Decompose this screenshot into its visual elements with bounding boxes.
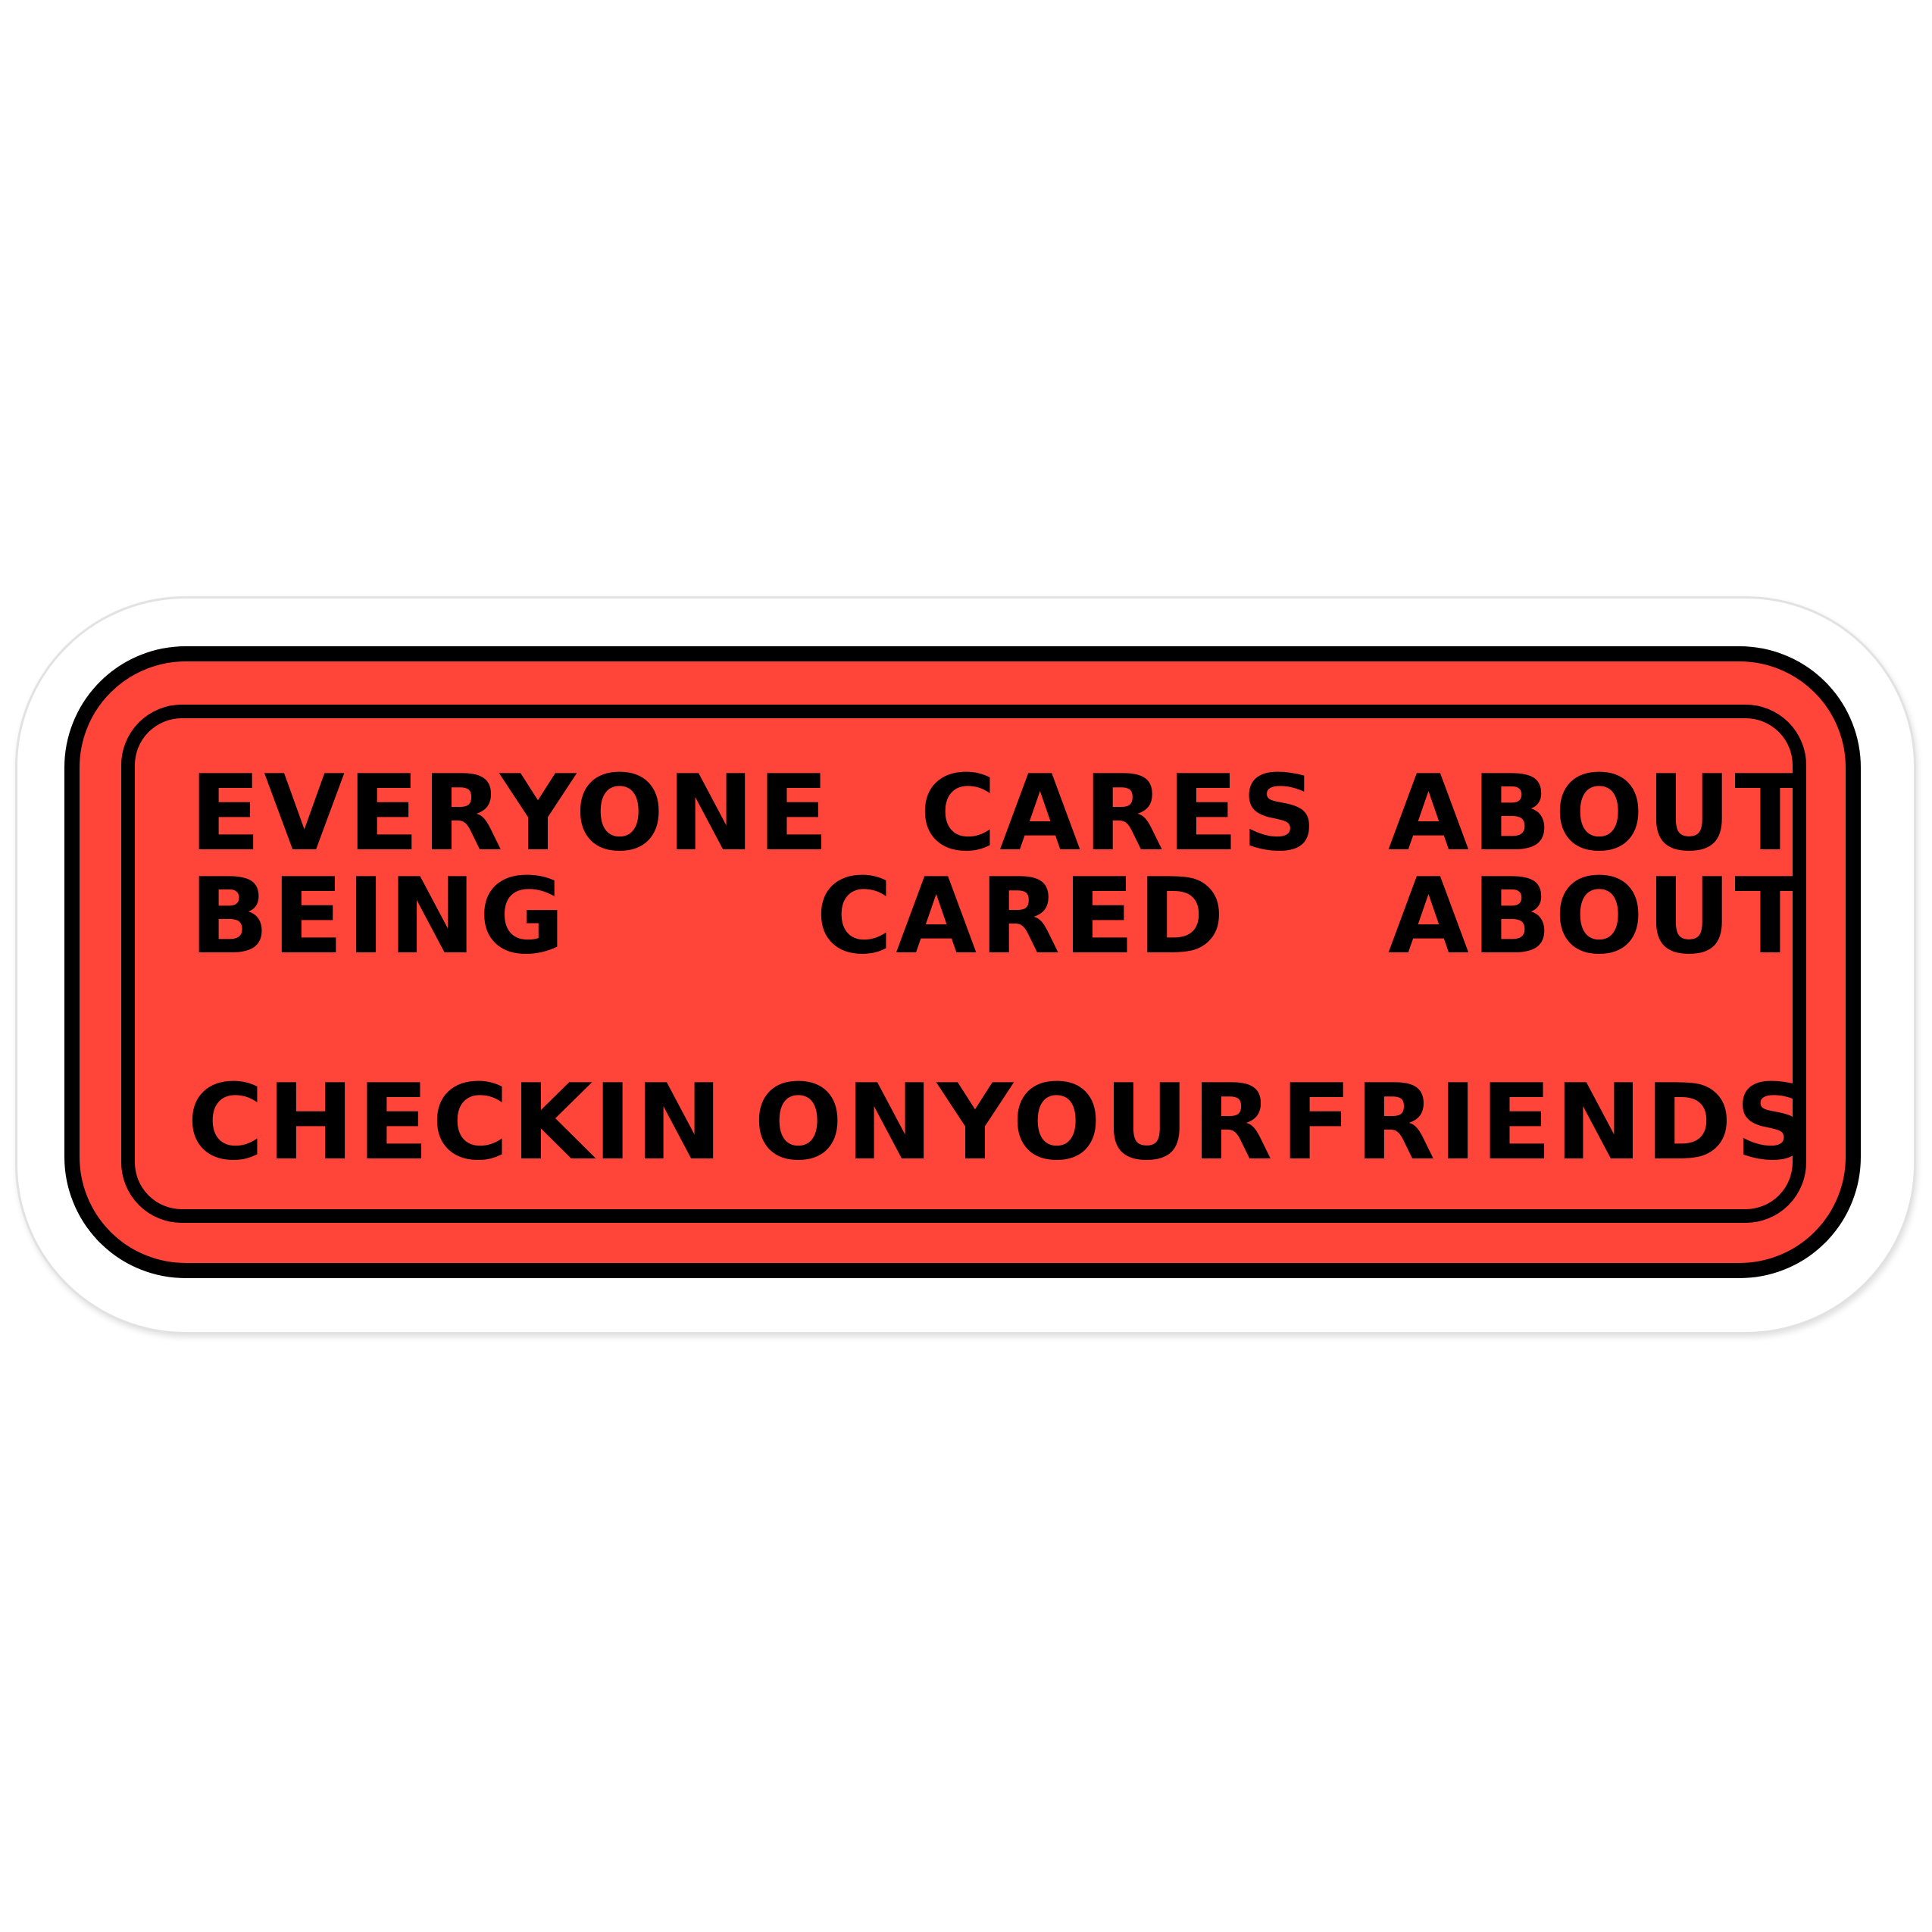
word-in: IN: [593, 1061, 726, 1183]
word-your: YOUR: [937, 1061, 1276, 1183]
word-check: CHECK: [187, 1061, 596, 1183]
word-about: ABOUT: [1388, 752, 1809, 874]
word-friends: FRIENDS: [1280, 1061, 1814, 1183]
text-line-1: [0, 752, 1932, 874]
word-cares: CARES: [920, 752, 1320, 874]
text-line-2: [0, 855, 1932, 977]
word-cared: CARED: [816, 855, 1228, 977]
word-on: ON: [754, 1061, 936, 1183]
word-everyone: EVERYONE: [189, 752, 833, 874]
word-being: BEING: [189, 855, 568, 977]
word-about: ABOUT: [1388, 855, 1809, 977]
text-line-3: [0, 1061, 1932, 1183]
